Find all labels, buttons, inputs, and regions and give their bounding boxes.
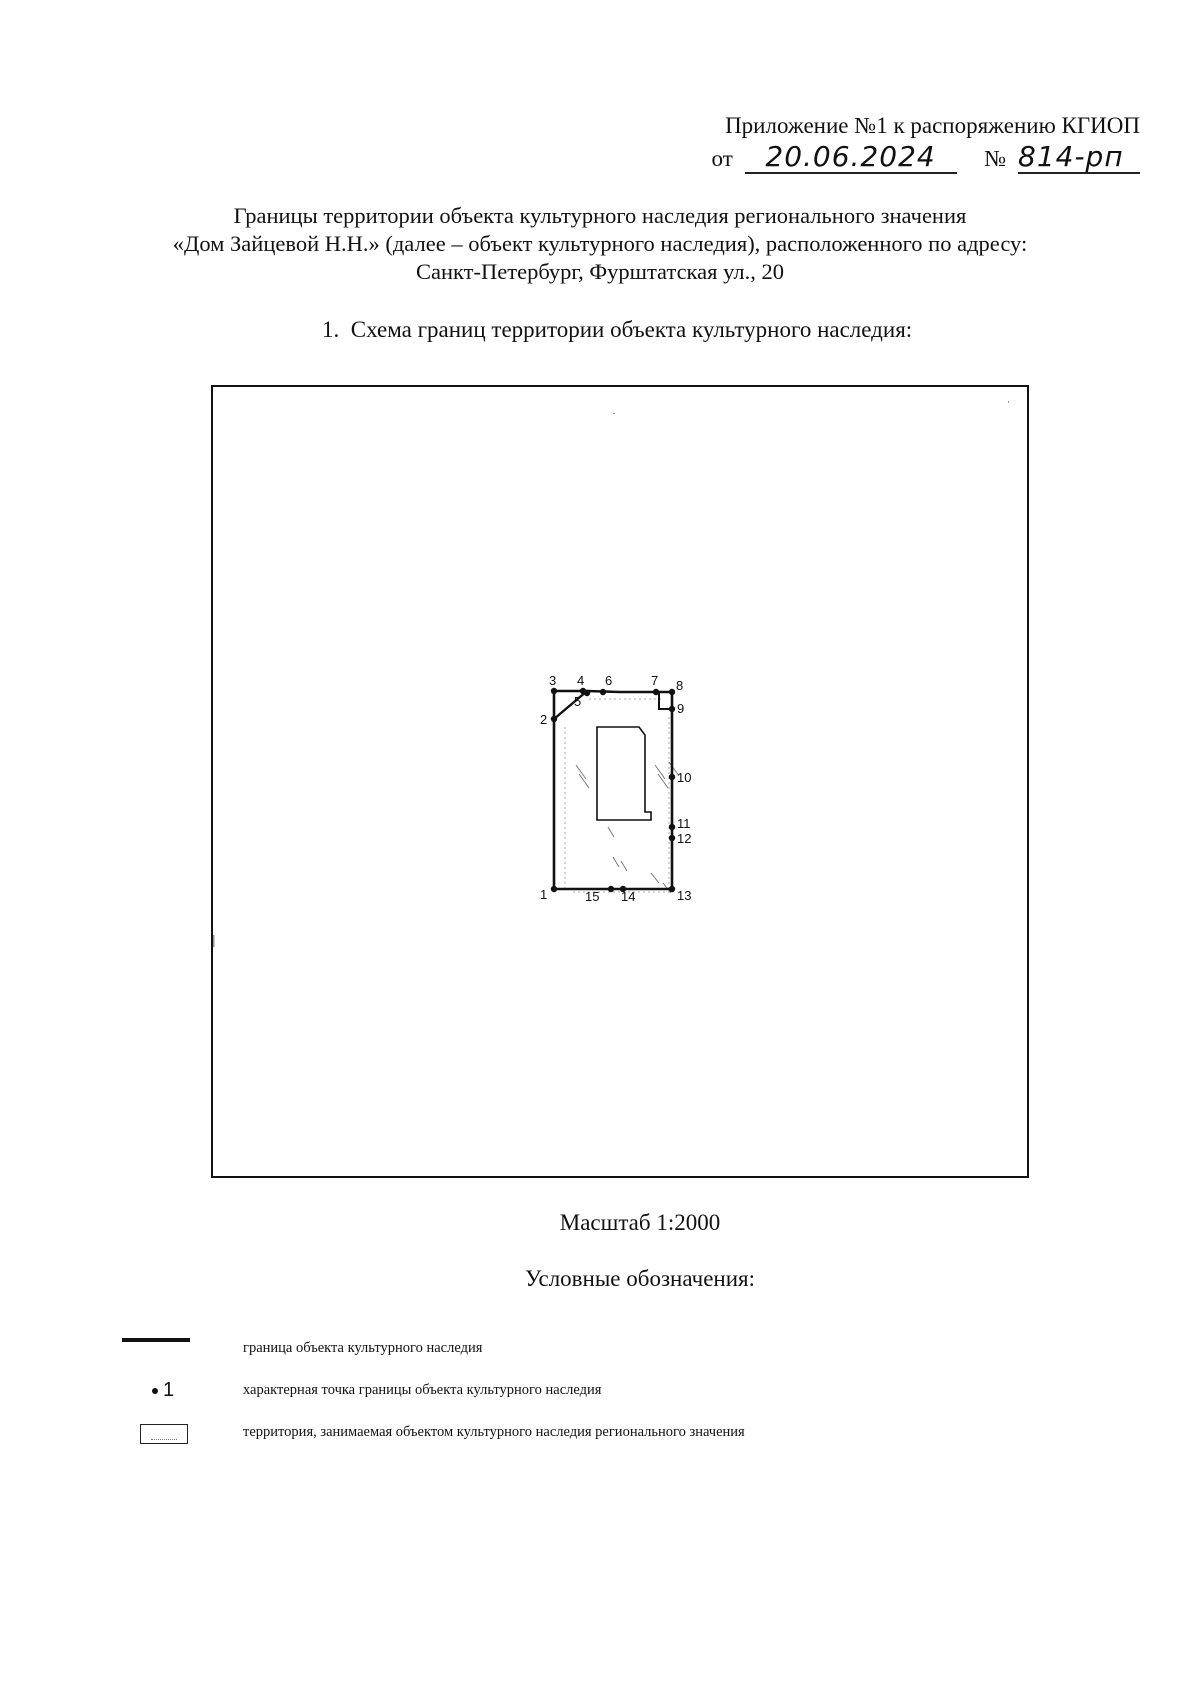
boundary-point-10 — [669, 774, 675, 780]
point-label-14: 14 — [621, 889, 636, 904]
scheme-heading: 1. Схема границ территории объекта культурного наследия: — [322, 317, 913, 342]
document-title — [60, 202, 1140, 286]
appendix-reference: Приложение №1 к распоряжению КГИОП — [725, 113, 1140, 138]
point-label-3: 3 — [549, 673, 557, 688]
point-label-4: 4 — [577, 673, 585, 688]
legend-point-number: 1 — [163, 1379, 175, 1401]
appendix-header — [600, 112, 1140, 174]
territory-faint-lines — [565, 699, 671, 892]
point-label-6: 6 — [605, 673, 613, 688]
order-number-handwritten: 814-рп — [1018, 142, 1140, 174]
boundary-point-8 — [669, 689, 675, 695]
point-label-15: 15 — [585, 889, 600, 904]
boundary-point-11 — [669, 824, 675, 830]
title-line-3: Санкт-Петербург, Фурштатская ул., 20 — [416, 259, 784, 284]
boundary-point-2 — [551, 716, 557, 722]
point-label-12: 12 — [677, 831, 692, 846]
point-label-2: 2 — [540, 712, 548, 727]
boundary-points — [551, 688, 675, 892]
legend-territory-text: территория, занимаемая объектом культурного наследия регионального значения — [243, 1424, 745, 1440]
boundary-point-3 — [551, 688, 557, 694]
boundary-point-5 — [584, 690, 590, 696]
date-prefix: от — [711, 146, 733, 171]
point-label-9: 9 — [677, 701, 685, 716]
boundary-scheme-svg — [213, 387, 1027, 1176]
legend-point-sample — [152, 1378, 174, 1402]
boundary-point-15 — [608, 886, 614, 892]
legend-territory-sample — [140, 1424, 188, 1444]
legend-point-text: характерная точка границы объекта культурного наследия — [243, 1382, 602, 1398]
boundary-point-7 — [653, 689, 659, 695]
boundary-map — [211, 385, 1029, 1178]
territory-outline — [597, 727, 651, 820]
title-line-2: «Дом Зайцевой Н.Н.» (далее – объект культурного наследия), расположенного по адресу: — [172, 231, 1028, 256]
legend-boundary-text: граница объекта культурного наследия — [243, 1340, 483, 1356]
title-line-1: Границы территории объекта культурного наследия регионального значения — [233, 203, 967, 228]
order-line — [600, 142, 1140, 174]
boundary-point-9 — [669, 706, 675, 712]
boundary-point-13 — [669, 886, 675, 892]
point-label-8: 8 — [676, 678, 684, 693]
legend-title: Условные обозначения: — [524, 1266, 756, 1291]
boundary-point-6 — [600, 689, 606, 695]
order-date-handwritten: 20.06.2024 — [745, 142, 957, 174]
boundary-corner-diagonal — [554, 691, 587, 719]
hatch-marks — [576, 762, 679, 893]
heritage-boundary — [554, 691, 672, 889]
boundary-point-1 — [551, 886, 557, 892]
point-label-7: 7 — [651, 673, 659, 688]
legend-point-dot — [152, 1388, 158, 1394]
boundary-point-12 — [669, 835, 675, 841]
point-label-5: 5 — [574, 694, 582, 709]
point-label-11: 11 — [677, 816, 691, 831]
point-label-1: 1 — [540, 887, 548, 902]
legend-boundary-line-sample — [122, 1338, 190, 1342]
scale-label: Масштаб 1:2000 — [559, 1210, 721, 1235]
number-prefix: № — [984, 146, 1007, 171]
point-label-13: 13 — [677, 888, 692, 903]
point-label-10: 10 — [677, 770, 692, 785]
